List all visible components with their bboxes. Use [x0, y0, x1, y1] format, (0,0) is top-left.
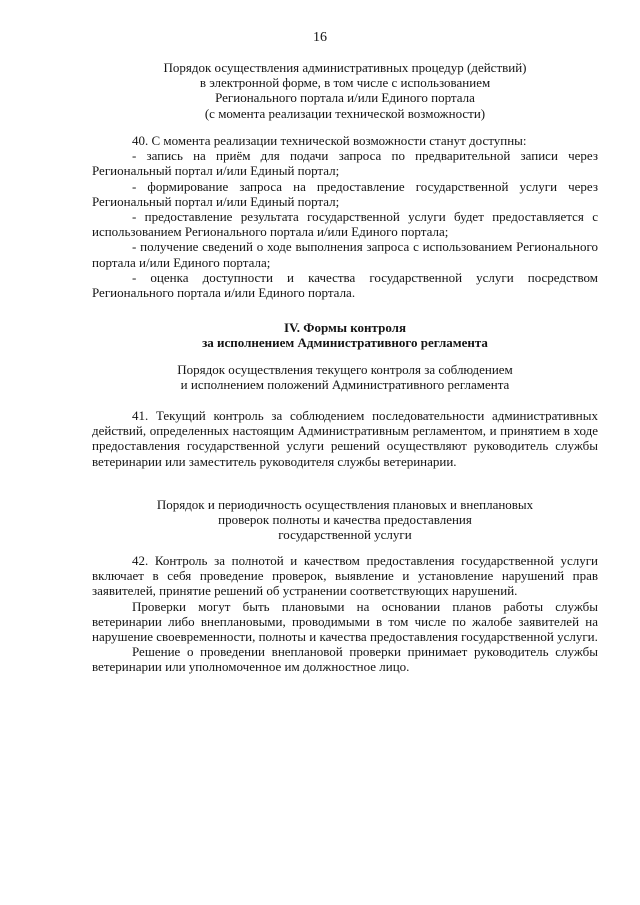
list-item: - предоставление результата государственной услуги будет предоставляется с использованием Регионального портала и/или Единого портала;: [92, 209, 598, 240]
section-title-line: за исполнением Административного регламента: [202, 335, 488, 351]
list-item: - формирование запроса на предоставление государственной услуги через Региональный портал и/или Единый портал;: [92, 178, 598, 209]
paragraph-40: [92, 133, 598, 300]
heading-inspections: [92, 497, 598, 543]
heading-line: государственной услуги: [278, 527, 412, 543]
heading-line: в электронной форме, в том числе с использованием: [199, 75, 491, 91]
heading-line: и исполнением положений Административного регламента: [180, 377, 510, 393]
heading-line: Порядок и периодичность осуществления плановых и внеплановых: [156, 497, 534, 512]
section-iv-title: [92, 320, 598, 350]
heading-line: Порядок осуществления административных процедур (действий): [163, 60, 527, 75]
paragraph-42-part: 42. Контроль за полнотой и качеством предоставления государственной услуги включает в себя проведение проверок, выявление и установление нарушений прав заявителей, принятие решений об устранении соответствующих нарушений.: [92, 553, 598, 599]
list-item: - запись на приём для подачи запроса по предварительной записи через Региональный портал и/или Единый портал;: [92, 148, 598, 179]
heading-line: проверок полноты и качества предоставления: [218, 512, 472, 528]
list-item: - получение сведений о ходе выполнения запроса с использованием Регионального портала и/или Единого портала;: [92, 239, 598, 270]
page-number: 16: [313, 30, 327, 45]
heading-line: (с момента реализации технической возможности): [204, 105, 486, 121]
paragraph-42: [92, 553, 598, 675]
heading-line: Регионального портала и/или Единого портала: [215, 90, 475, 106]
paragraph-41: 41. Текущий контроль за соблюдением последовательности административных действий, определенных настоящим Административным регламентом, и принятием в ходе предоставления государственной услуги решений осуществляют руководитель службы ветеринарии или заместитель руководителя службы ветеринарии.: [92, 408, 598, 469]
list-item: - оценка доступности и качества государственной услуги посредством Регионального портала и/или Единого портала.: [92, 269, 598, 301]
paragraph-42-part: Решение о проведении внеплановой проверки принимает руководитель службы ветеринарии или уполномоченное им должностное лицо.: [92, 644, 598, 675]
paragraph-42-part: Проверки могут быть плановыми на основании планов работы службы ветеринарии либо внеплановыми, проводимыми в том числе по жалобе заявителей на нарушение своевременности, полноты и качества предоставления государственной услуги.: [92, 598, 598, 645]
heading-current-control: [92, 362, 598, 392]
heading-line: Порядок осуществления текущего контроля за соблюдением: [177, 362, 513, 377]
section-title-line: IV. Формы контроля: [284, 320, 406, 335]
paragraph-40-intro: 40. С момента реализации технической возможности станут доступны:: [132, 133, 527, 148]
heading-electronic-procedures: [92, 60, 598, 121]
